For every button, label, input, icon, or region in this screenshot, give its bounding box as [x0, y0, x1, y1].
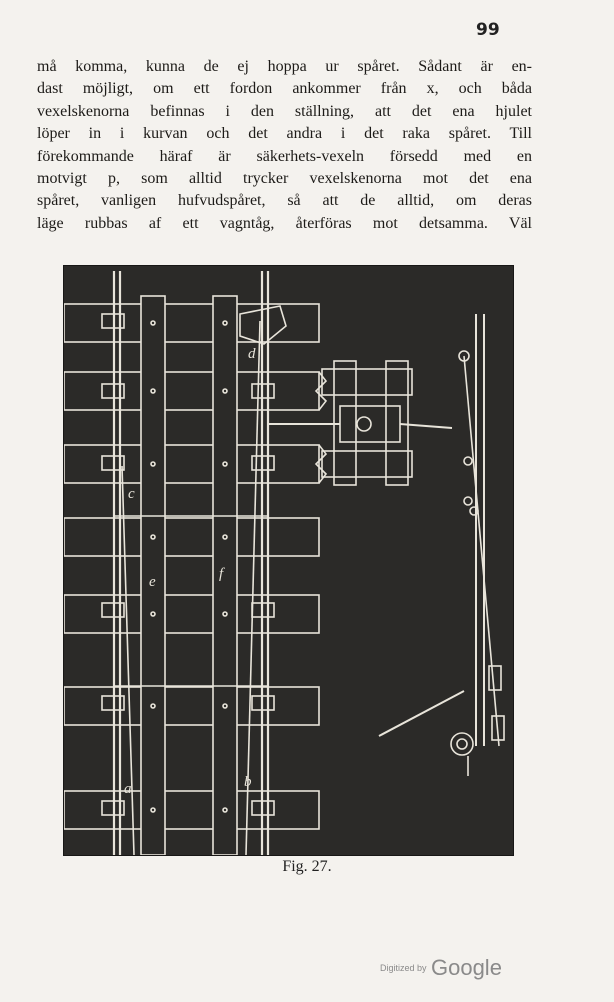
hinge — [464, 457, 472, 465]
text-line: löper in i kurvan och det andra i det raka spåret. Till — [37, 125, 532, 143]
text-line: förekommande häraf är säkerhets-vexeln försedd med en — [37, 147, 532, 165]
lever-box-center — [340, 406, 400, 442]
label-b: b — [244, 774, 252, 790]
counterweight-center — [457, 739, 467, 749]
text-line: vexelskenorna befinnas i den ställning, att det ena hjulet — [37, 102, 532, 120]
label-c: c — [128, 486, 135, 502]
text-line: motvigt p, som alltid trycker vexelskenorna mot det ena — [37, 169, 532, 187]
text-line: må komma, kunna de ej hoppa ur spåret. Sådant är en- — [37, 58, 532, 75]
text-line: spåret, vanligen hufvudspåret, så att de alltid, om deras — [37, 192, 532, 210]
bracket — [489, 666, 501, 690]
text-line: dast möjligt, om ett fordon ankommer från x, och båda — [37, 80, 532, 98]
page-number: 99 — [476, 20, 500, 40]
hinge — [464, 497, 472, 505]
google-logo: Google — [430, 955, 502, 980]
label-e: e — [149, 574, 156, 590]
sleeper — [64, 518, 319, 556]
digitization-watermark — [380, 955, 502, 981]
counterweight — [451, 733, 473, 755]
figure-caption: Fig. 27. — [282, 858, 332, 875]
break-mark — [316, 372, 326, 410]
label-a: a — [124, 781, 132, 797]
switch-illustration — [63, 265, 514, 856]
label-f: f — [219, 566, 224, 582]
hand-lever — [379, 691, 464, 736]
weight-arm — [464, 356, 499, 746]
body-text — [37, 56, 532, 235]
lever-pivot — [357, 417, 371, 431]
lever-box-rail — [322, 369, 412, 395]
longitudinal-beam — [213, 296, 237, 855]
lever-box-side — [386, 361, 408, 485]
text-line: läge rubbas af ett vagntåg, återföras mot detsamma. Väl — [37, 214, 532, 232]
lever-box-rail — [322, 451, 412, 477]
watermark-prefix: Digitized by — [380, 963, 427, 973]
railway-switch-diagram — [64, 266, 513, 855]
label-d: d — [248, 346, 256, 362]
